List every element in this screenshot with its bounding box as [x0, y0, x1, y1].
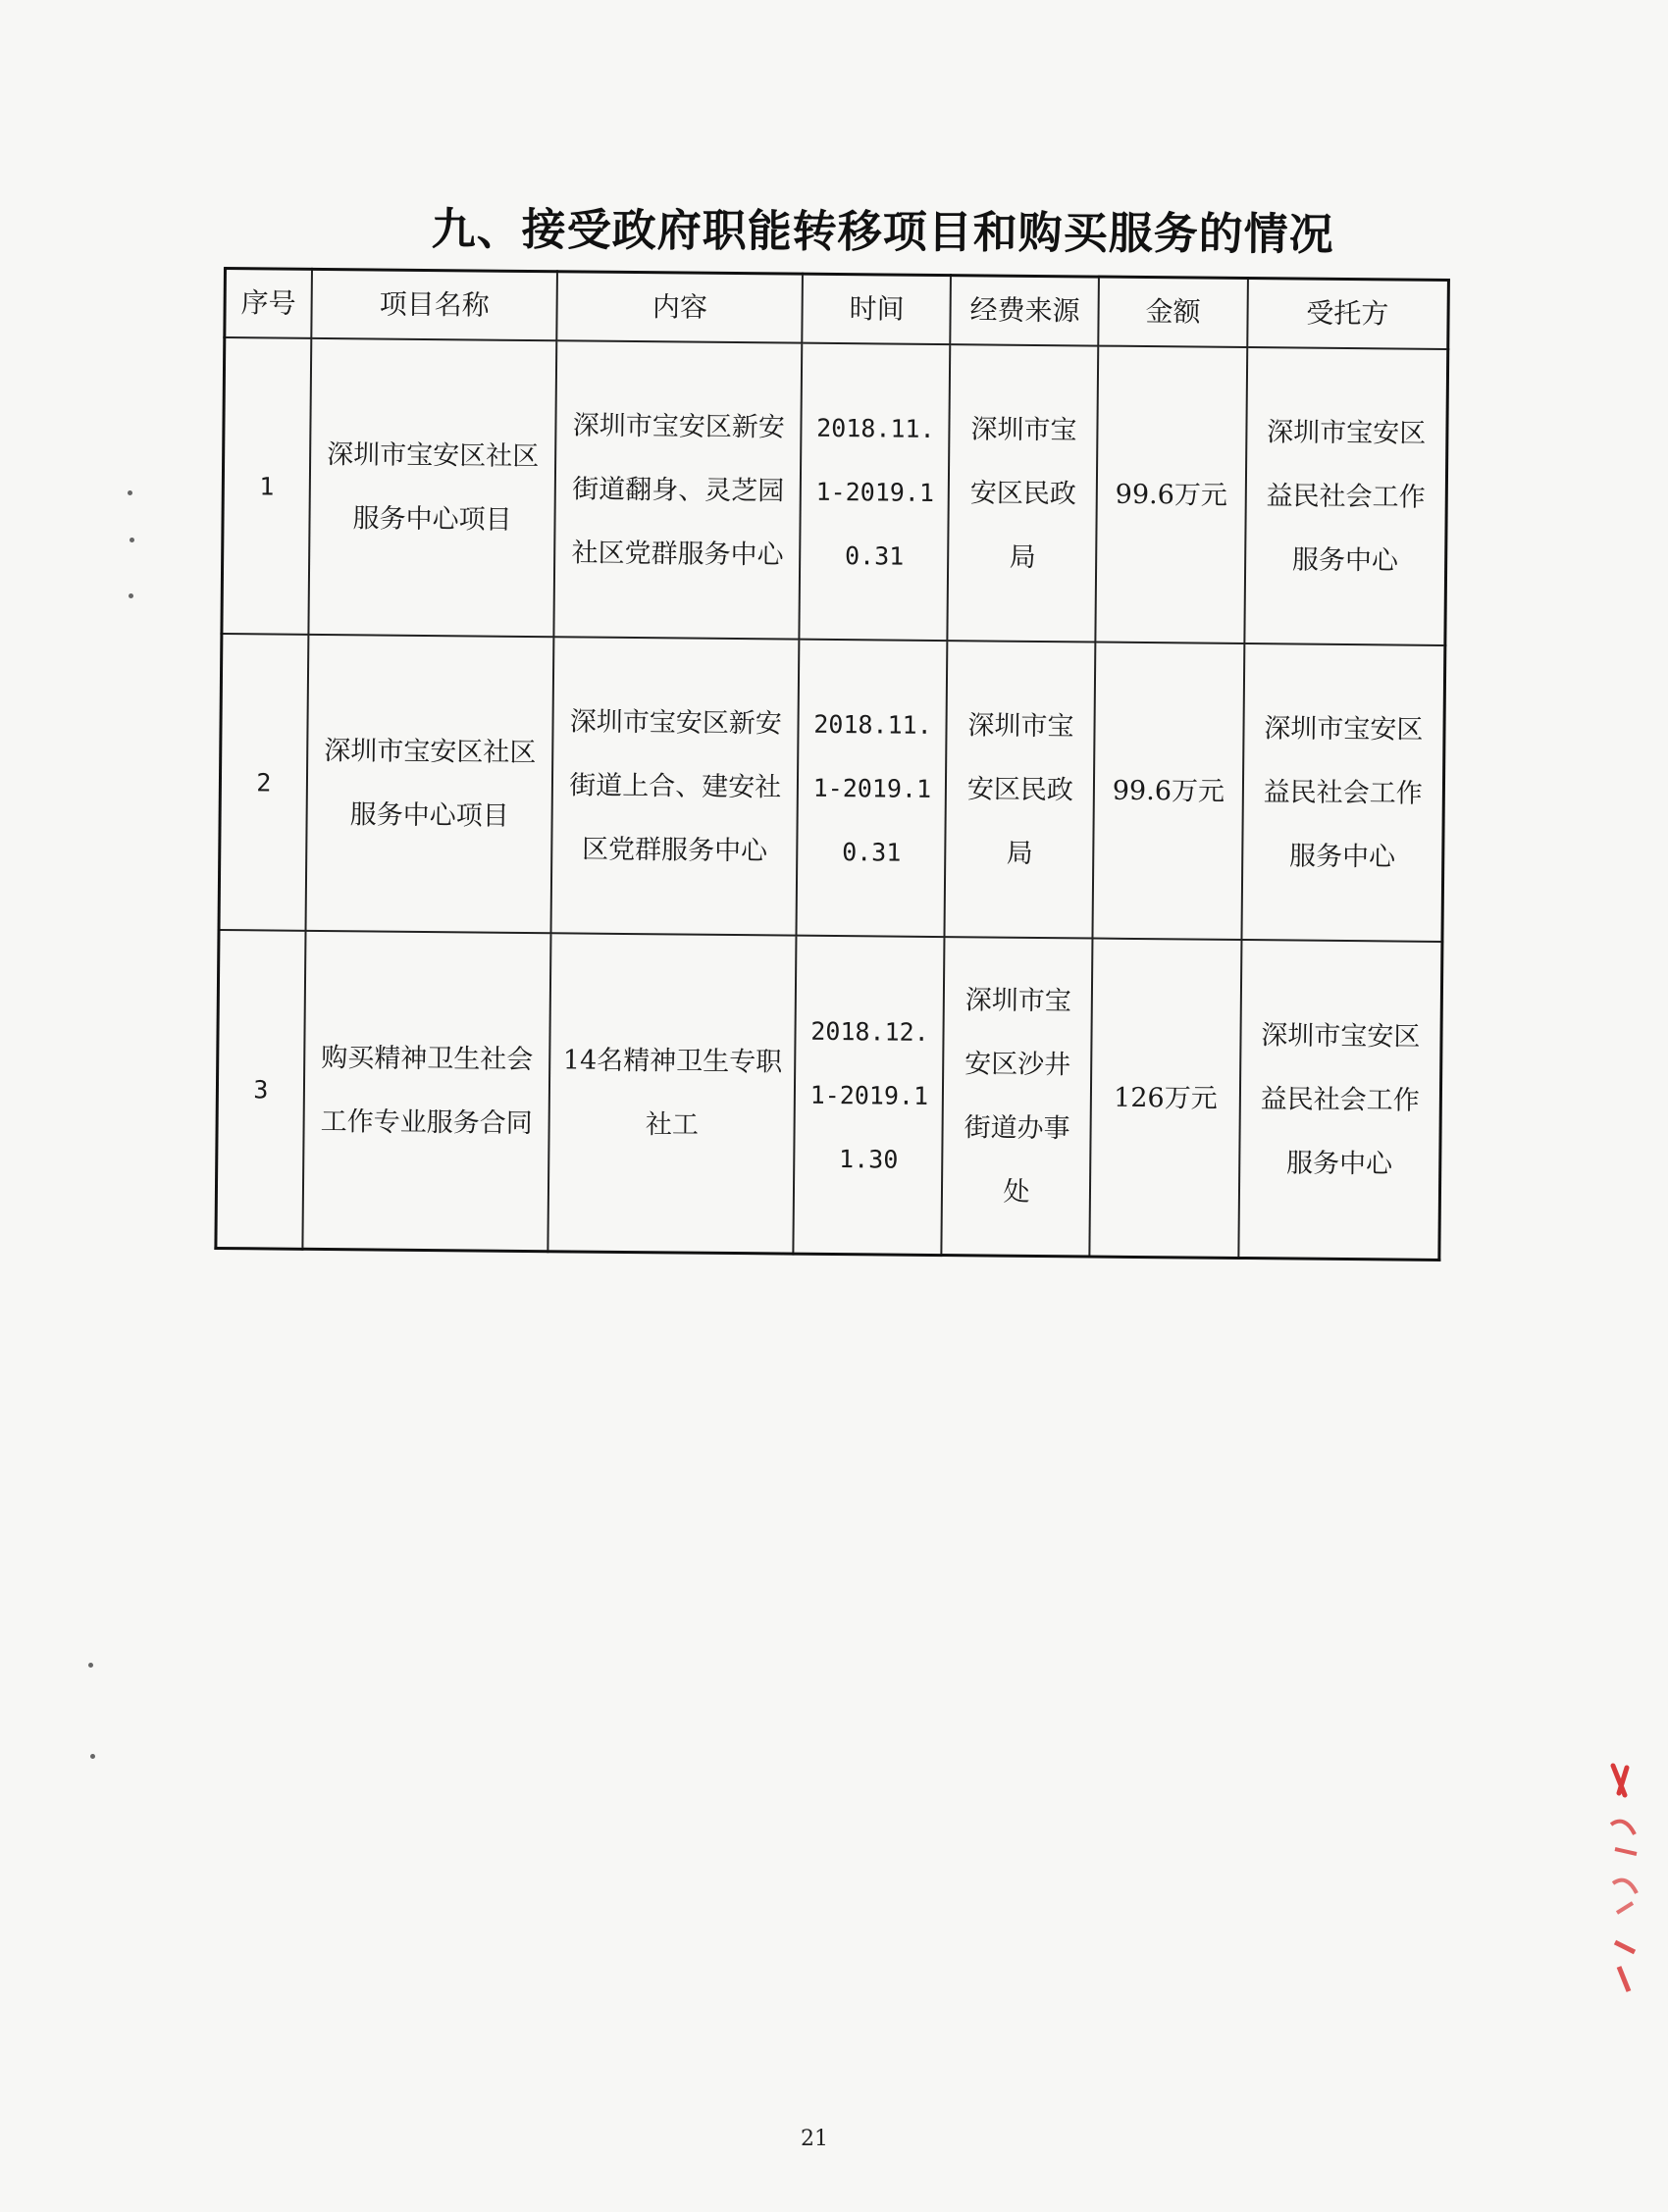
header-index: 序号	[225, 269, 312, 338]
header-time: 时间	[803, 274, 952, 344]
cell-project-name: 深圳市宝安区社区服务中心项目	[305, 635, 553, 933]
cell-amount: 126万元	[1090, 939, 1241, 1259]
cell-content: 14名精神卫生专职社工	[548, 933, 797, 1254]
cell-amount: 99.6万元	[1093, 643, 1244, 940]
cell-project-name: 购买精神卫生社会工作专业服务合同	[302, 931, 550, 1252]
cell-index: 3	[216, 930, 306, 1249]
scan-speck	[88, 1663, 93, 1668]
scan-speck	[90, 1754, 95, 1759]
scan-speck	[128, 490, 132, 495]
cell-index: 2	[219, 634, 308, 931]
cell-time: 2018.11.1-2019.10.31	[800, 343, 951, 641]
table-row	[219, 634, 1445, 942]
scan-speck	[130, 538, 134, 542]
table-container	[214, 267, 1450, 1261]
header-amount: 金额	[1099, 277, 1248, 347]
page-title: 九、接受政府职能转移项目和购买服务的情况	[431, 202, 1334, 261]
cell-trustee: 深圳市宝安区益民社会工作服务中心	[1241, 643, 1445, 942]
cell-trustee: 深圳市宝安区益民社会工作服务中心	[1238, 940, 1442, 1260]
cell-time: 2018.12.1-2019.11.30	[794, 936, 945, 1256]
cell-content: 深圳市宝安区新安街道上合、建安社区党群服务中心	[551, 637, 800, 935]
table-header-row	[225, 269, 1449, 349]
page-number: 21	[801, 2127, 828, 2151]
cell-funding-source: 深圳市宝安区民政局	[948, 344, 1099, 642]
cell-content: 深圳市宝安区新安街道翻身、灵芝园社区党群服务中心	[554, 340, 803, 639]
cell-index: 1	[222, 337, 311, 635]
cell-funding-source: 深圳市宝安区民政局	[945, 641, 1096, 938]
cell-time: 2018.11.1-2019.10.31	[797, 640, 948, 937]
header-content: 内容	[556, 272, 803, 343]
header-trustee: 受托方	[1247, 279, 1449, 349]
cell-project-name: 深圳市宝安区社区服务中心项目	[308, 338, 556, 637]
cell-amount: 99.6万元	[1096, 346, 1247, 643]
government-projects-table	[214, 267, 1450, 1261]
scan-speck	[129, 593, 133, 598]
header-project-name: 项目名称	[311, 269, 557, 340]
table-row	[222, 337, 1448, 645]
header-funding-source: 经费来源	[951, 276, 1100, 346]
cell-trustee: 深圳市宝安区益民社会工作服务中心	[1244, 347, 1448, 645]
seal-stamp-fragment	[1605, 1756, 1644, 2001]
cell-funding-source: 深圳市宝安区沙井街道办事处	[942, 937, 1093, 1257]
table-row	[216, 930, 1442, 1260]
